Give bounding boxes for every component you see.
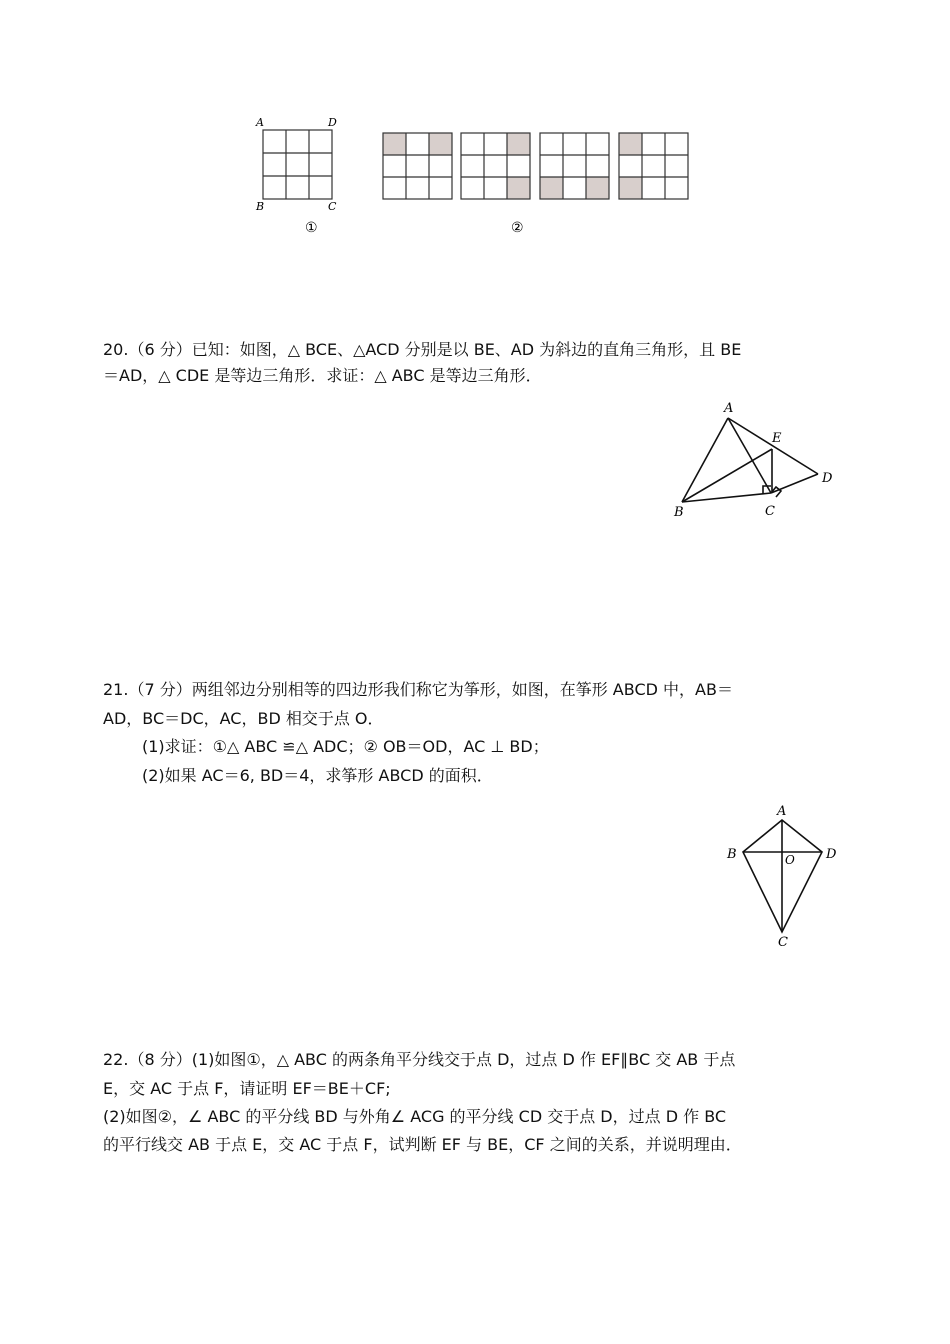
q21-kite-svg [722, 800, 847, 952]
grid-caption-1: ① [305, 220, 318, 236]
grid-label-a: A [256, 116, 264, 129]
q20-line-2: ＝AD，△ CDE 是等边三角形．求证：△ ABC 是等边三角形． [103, 366, 542, 385]
grid-figure [250, 112, 700, 242]
q21-label-c: C [778, 935, 788, 950]
q22-line-2: E，交 AC 于点 F，请证明 EF＝BE＋CF; [103, 1079, 391, 1098]
q20-label-b: B [674, 505, 684, 520]
q22-line-4: 的平行线交 AB 于点 E，交 AC 于点 F，试判断 EF 与 BE，CF 之间的关系，并说明理由． [103, 1135, 742, 1154]
q20-label-c: C [765, 504, 775, 519]
q21-label-b: B [727, 847, 737, 862]
q20-line-1: 20.（6 分）已知：如图，△ BCE、△ACD 分别是以 BE、AD 为斜边的直角三角形，且 BE [103, 340, 742, 359]
grid-caption-2: ② [511, 220, 524, 236]
q20-figure [668, 398, 843, 526]
q22-line-3: (2)如图②，∠ ABC 的平分线 BD 与外角∠ ACG 的平分线 CD 交于点 D，过点 D 作 BC [103, 1107, 727, 1126]
grid-2a [383, 133, 452, 199]
grid-label-b: B [256, 200, 265, 213]
q22-line-1: 22.（8 分）(1)如图①，△ ABC 的两条角平分线交于点 D，过点 D 作 EF∥BC 交 AB 于点 [103, 1050, 736, 1069]
q21-label-a: A [777, 804, 787, 819]
grid-2b [461, 133, 530, 199]
q20-label-a: A [724, 401, 734, 416]
q21-line-2: AD，BC＝DC，AC，BD 相交于点 O． [103, 709, 384, 728]
grid-2d [619, 133, 688, 199]
q20-triangle-svg [668, 398, 843, 526]
grid-2c [540, 133, 609, 199]
grid-label-c: C [328, 200, 337, 213]
q21-line-4: (2)如果 AC＝6, BD＝4，求筝形 ABCD 的面积． [142, 766, 493, 785]
grid-1 [263, 130, 332, 199]
q21-label-o: O [785, 853, 795, 867]
q21-line-1: 21.（7 分）两组邻边分别相等的四边形我们称它为筝形，如图，在筝形 ABCD 中，AB＝ [103, 680, 733, 699]
q21-line-3: (1)求证：①△ ABC ≌△ ADC；② OB＝OD，AC ⊥ BD； [142, 737, 549, 756]
q21-label-d: D [826, 847, 837, 862]
q20-label-e: E [772, 431, 782, 446]
q20-label-d: D [822, 471, 833, 486]
grid-figure-svg [250, 112, 700, 242]
q21-figure [722, 800, 847, 952]
grid-label-d: D [328, 116, 337, 129]
